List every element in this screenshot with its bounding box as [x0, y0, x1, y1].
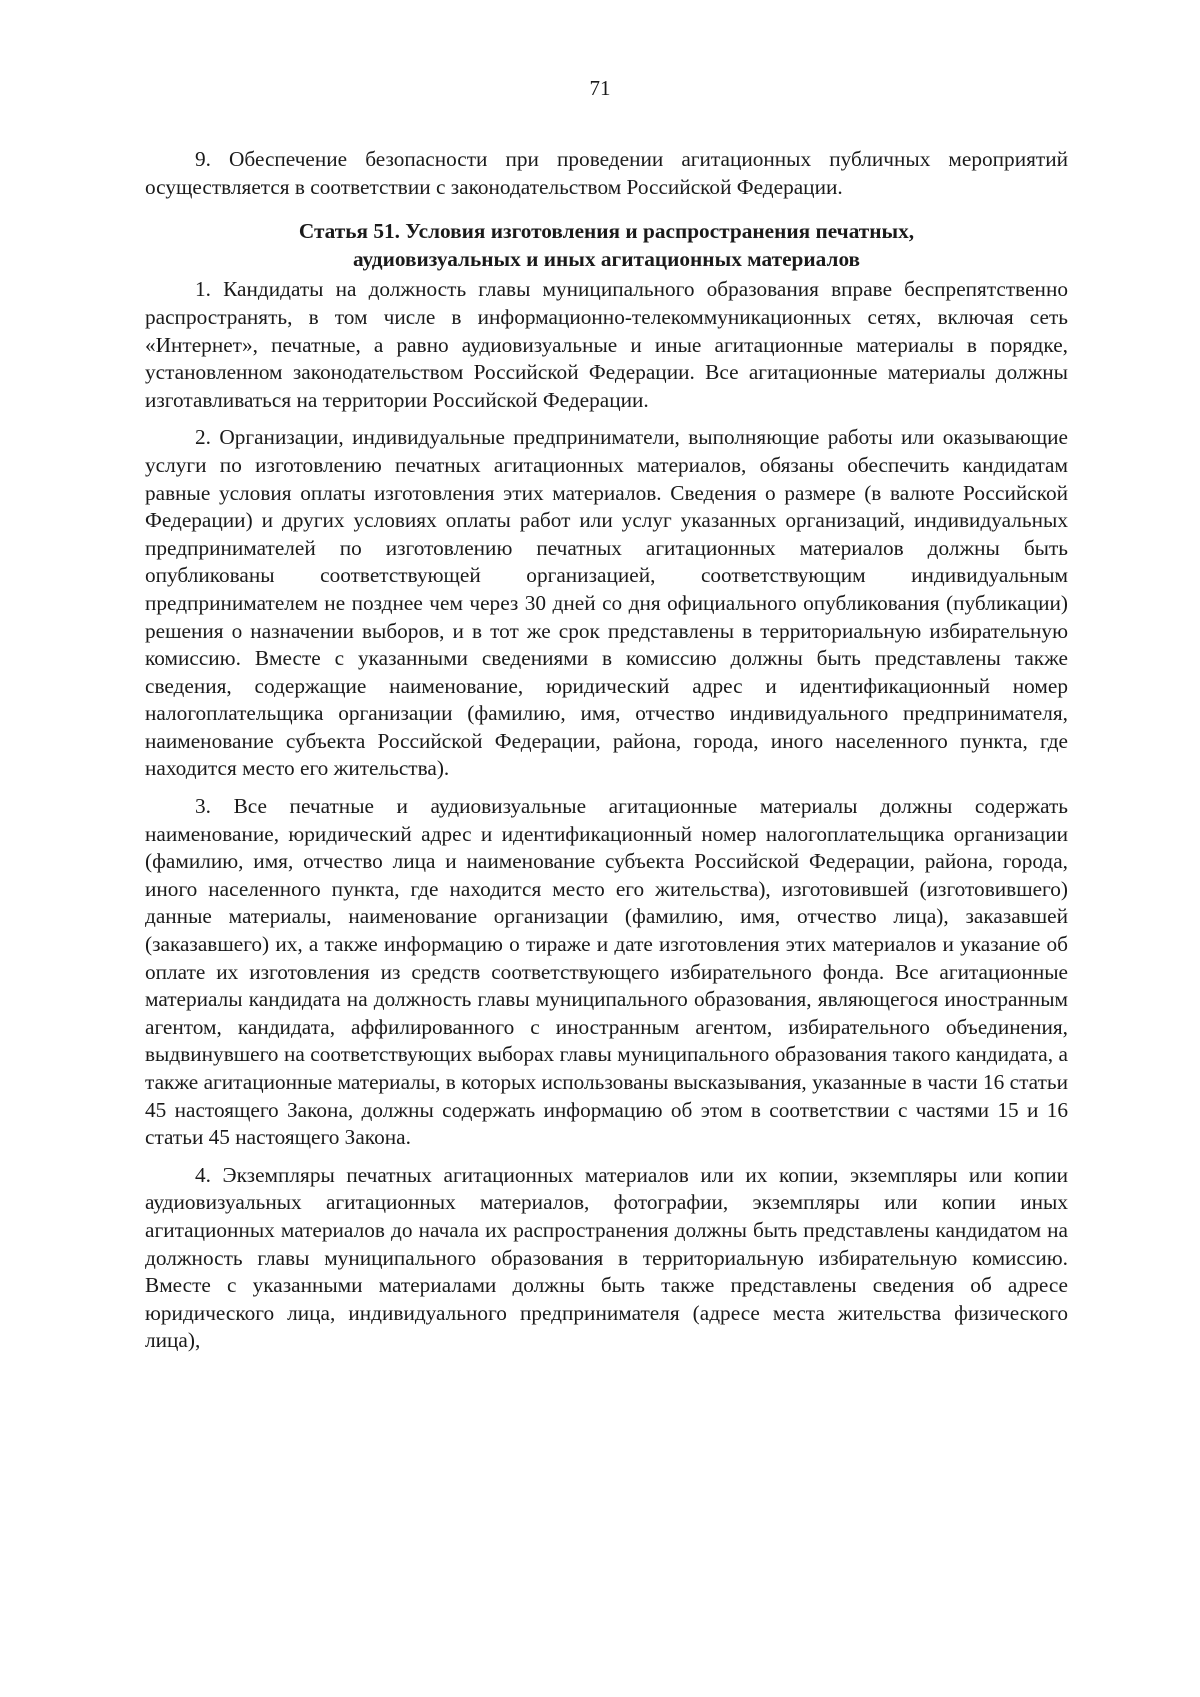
article-paragraph-4: 4. Экземпляры печатных агитационных материалов или их копии, экземпляры или копии аудиовизуальных агитационных материалов, фотографии, экземпляры или копии иных агитационных материалов до начала их распространения должны быть представлены кандидатом на должность главы муниципального образования в территориальную избирательную комиссию. Вместе с указанными материалами должны быть также представлены сведения об адресе юридического лица, индивидуального предпринимателя (адресе места жительства физического лица),	[145, 1162, 1068, 1353]
article-heading	[145, 218, 1068, 273]
intro-paragraph: 9. Обеспечение безопасности при проведении агитационных публичных мероприятий осуществляется в соответствии с законодательством Российской Федерации.	[145, 147, 1068, 199]
article-title-line-2: аудиовизуальных и иных агитационных материалов	[352, 246, 861, 271]
article-paragraph-2: 2. Организации, индивидуальные предприниматели, выполняющие работы или оказывающие услуги по изготовлению печатных агитационных материалов, обязаны обеспечить кандидатам равные условия оплаты изготовления этих материалов. Сведения о размере (в валюте Российской Федерации) и других условиях оплаты работ или услуг указанных организаций, индивидуальных предпринимателей по изготовлению печатных агитационных материалов должны быть опубликованы соответствующей организацией, соответствующим индивидуальным предпринимателем не позднее чем через 30 дней со дня официального опубликования (публикации) решения о назначении выборов, и в тот же срок представлены в территориальную избирательную комиссию. Вместе с указанными сведениями в комиссию должны быть представлены также сведения, содержащие наименование, юридический адрес и идентификационный номер налогоплательщика организации (фамилию, имя, отчество индивидуального предпринимателя, наименование субъекта Российской Федерации, района, города, иного населенного пункта, где находится место его жительства).	[145, 425, 1068, 781]
page-number: 71	[589, 76, 611, 100]
article-title-line-1: Статья 51. Условия изготовления и распространения печатных,	[298, 219, 915, 244]
article-paragraph-3: 3. Все печатные и аудиовизуальные агитационные материалы должны содержать наименование, юридический адрес и идентификационный номер налогоплательщика организации (фамилию, имя, отчество лица и наименование субъекта Российской Федерации, района, города, иного населенного пункта, где находится место его жительства), изготовившей (изготовившего) данные материалы, наименование организации (фамилию, имя, отчество лица), заказавшей (заказавшего) их, а также информацию о тираже и дате изготовления этих материалов и указание об оплате их изготовления из средств соответствующего избирательного фонда. Все агитационные материалы кандидата на должность главы муниципального образования, являющегося иностранным агентом, кандидата, аффилированного с иностранным агентом, избирательного объединения, выдвинувшего на соответствующих выборах главы муниципального образования такого кандидата, а также агитационные материалы, в которых использованы высказывания, указанные в части 16 статьи 45 настоящего Закона, должны содержать информацию об этом в соответствии с частями 15 и 16 статьи 45 настоящего Закона.	[145, 794, 1068, 1150]
article-paragraph-1: 1. Кандидаты на должность главы муниципального образования вправе беспрепятственно распространять, в том числе в информационно-телекоммуникационных сетях, включая сеть «Интернет», печатные, а равно аудиовизуальные и иные агитационные материалы в порядке, установленном законодательством Российской Федерации. Все агитационные материалы должны изготавливаться на территории Российской Федерации.	[145, 277, 1068, 412]
document-body	[145, 146, 1068, 1355]
